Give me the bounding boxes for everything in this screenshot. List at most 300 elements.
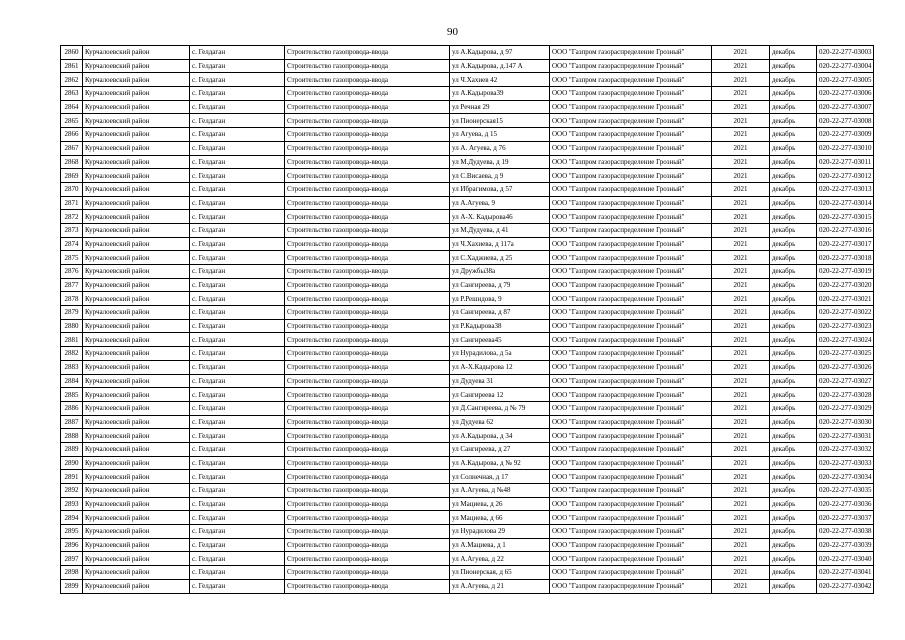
address-cell: ул Дудуева 62 bbox=[450, 415, 550, 429]
row-number-cell: 2895 bbox=[61, 525, 83, 539]
organization-cell: ООО "Газпром газораспределение Грозный" bbox=[550, 46, 712, 60]
month-cell: декабрь bbox=[770, 415, 817, 429]
settlement-cell: с. Гелдаган bbox=[190, 182, 285, 196]
month-cell: декабрь bbox=[770, 182, 817, 196]
table-row bbox=[61, 223, 874, 237]
work-type-cell: Строительство газопровода-ввода bbox=[285, 100, 450, 114]
work-type-cell: Строительство газопровода-ввода bbox=[285, 169, 450, 183]
month-cell: декабрь bbox=[770, 497, 817, 511]
year-cell: 2021 bbox=[712, 525, 770, 539]
year-cell: 2021 bbox=[712, 442, 770, 456]
code-cell: 020-22-277-03035 bbox=[817, 484, 874, 498]
row-number-cell: 2864 bbox=[61, 100, 83, 114]
settlement-cell: с. Гелдаган bbox=[190, 511, 285, 525]
settlement-cell: с. Гелдаган bbox=[190, 401, 285, 415]
organization-cell: ООО "Газпром газораспределение Грозный" bbox=[550, 333, 712, 347]
address-cell: ул А.Кадырова39 bbox=[450, 87, 550, 101]
row-number-cell: 2885 bbox=[61, 388, 83, 402]
code-cell: 020-22-277-03014 bbox=[817, 196, 874, 210]
row-number-cell: 2898 bbox=[61, 566, 83, 580]
work-type-cell: Строительство газопровода-ввода bbox=[285, 429, 450, 443]
organization-cell: ООО "Газпром газораспределение Грозный" bbox=[550, 442, 712, 456]
table-row bbox=[61, 196, 874, 210]
table-row bbox=[61, 306, 874, 320]
district-cell: Курчалоевский район bbox=[83, 210, 190, 224]
work-type-cell: Строительство газопровода-ввода bbox=[285, 538, 450, 552]
year-cell: 2021 bbox=[712, 333, 770, 347]
district-cell: Курчалоевский район bbox=[83, 456, 190, 470]
month-cell: декабрь bbox=[770, 278, 817, 292]
settlement-cell: с. Гелдаган bbox=[190, 579, 285, 593]
code-cell: 020-22-277-03017 bbox=[817, 237, 874, 251]
month-cell: декабрь bbox=[770, 333, 817, 347]
table-row bbox=[61, 360, 874, 374]
table-row bbox=[61, 169, 874, 183]
year-cell: 2021 bbox=[712, 511, 770, 525]
district-cell: Курчалоевский район bbox=[83, 59, 190, 73]
district-cell: Курчалоевский район bbox=[83, 374, 190, 388]
settlement-cell: с. Гелдаган bbox=[190, 87, 285, 101]
month-cell: декабрь bbox=[770, 511, 817, 525]
organization-cell: ООО "Газпром газораспределение Грозный" bbox=[550, 538, 712, 552]
page-number: 90 bbox=[447, 26, 458, 38]
table-row bbox=[61, 484, 874, 498]
organization-cell: ООО "Газпром газораспределение Грозный" bbox=[550, 497, 712, 511]
year-cell: 2021 bbox=[712, 401, 770, 415]
code-cell: 020-22-277-03020 bbox=[817, 278, 874, 292]
code-cell: 020-22-277-03027 bbox=[817, 374, 874, 388]
address-cell: ул Р.Кадырова38 bbox=[450, 319, 550, 333]
row-number-cell: 2865 bbox=[61, 114, 83, 128]
address-cell: ул Речная 29 bbox=[450, 100, 550, 114]
district-cell: Курчалоевский район bbox=[83, 155, 190, 169]
table-row bbox=[61, 87, 874, 101]
code-cell: 020-22-277-03012 bbox=[817, 169, 874, 183]
work-type-cell: Строительство газопровода-ввода bbox=[285, 388, 450, 402]
table-row bbox=[61, 415, 874, 429]
work-type-cell: Строительство газопровода-ввода bbox=[285, 155, 450, 169]
address-cell: ул А. Агуева, д 76 bbox=[450, 141, 550, 155]
settlement-cell: с. Гелдаган bbox=[190, 196, 285, 210]
month-cell: декабрь bbox=[770, 538, 817, 552]
work-type-cell: Строительство газопровода-ввода bbox=[285, 484, 450, 498]
month-cell: декабрь bbox=[770, 292, 817, 306]
settlement-cell: с. Гелдаган bbox=[190, 141, 285, 155]
code-cell: 020-22-277-03003 bbox=[817, 46, 874, 60]
address-cell: ул А.Кадырова, д 34 bbox=[450, 429, 550, 443]
work-type-cell: Строительство газопровода-ввода bbox=[285, 182, 450, 196]
settlement-cell: с. Гелдаган bbox=[190, 429, 285, 443]
year-cell: 2021 bbox=[712, 497, 770, 511]
code-cell: 020-22-277-03031 bbox=[817, 429, 874, 443]
district-cell: Курчалоевский район bbox=[83, 196, 190, 210]
month-cell: декабрь bbox=[770, 128, 817, 142]
month-cell: декабрь bbox=[770, 347, 817, 361]
work-type-cell: Строительство газопровода-ввода bbox=[285, 292, 450, 306]
organization-cell: ООО "Газпром газораспределение Грозный" bbox=[550, 525, 712, 539]
work-type-cell: Строительство газопровода-ввода bbox=[285, 210, 450, 224]
month-cell: декабрь bbox=[770, 484, 817, 498]
month-cell: декабрь bbox=[770, 73, 817, 87]
settlement-cell: с. Гелдаган bbox=[190, 525, 285, 539]
work-type-cell: Строительство газопровода-ввода bbox=[285, 223, 450, 237]
district-cell: Курчалоевский район bbox=[83, 566, 190, 580]
code-cell: 020-22-277-03015 bbox=[817, 210, 874, 224]
district-cell: Курчалоевский район bbox=[83, 511, 190, 525]
organization-cell: ООО "Газпром газораспределение Грозный" bbox=[550, 347, 712, 361]
organization-cell: ООО "Газпром газораспределение Грозный" bbox=[550, 182, 712, 196]
work-type-cell: Строительство газопровода-ввода bbox=[285, 73, 450, 87]
month-cell: декабрь bbox=[770, 429, 817, 443]
settlement-cell: с. Гелдаган bbox=[190, 114, 285, 128]
code-cell: 020-22-277-03042 bbox=[817, 579, 874, 593]
year-cell: 2021 bbox=[712, 306, 770, 320]
row-number-cell: 2860 bbox=[61, 46, 83, 60]
settlement-cell: с. Гелдаган bbox=[190, 566, 285, 580]
table-row bbox=[61, 265, 874, 279]
table-row bbox=[61, 155, 874, 169]
code-cell: 020-22-277-03018 bbox=[817, 251, 874, 265]
year-cell: 2021 bbox=[712, 182, 770, 196]
year-cell: 2021 bbox=[712, 319, 770, 333]
organization-cell: ООО "Газпром газораспределение Грозный" bbox=[550, 374, 712, 388]
table-row bbox=[61, 278, 874, 292]
organization-cell: ООО "Газпром газораспределение Грозный" bbox=[550, 456, 712, 470]
address-cell: ул Пионерская15 bbox=[450, 114, 550, 128]
address-cell: ул А.Агуева, 9 bbox=[450, 196, 550, 210]
month-cell: декабрь bbox=[770, 251, 817, 265]
settlement-cell: с. Гелдаган bbox=[190, 415, 285, 429]
code-cell: 020-22-277-03039 bbox=[817, 538, 874, 552]
year-cell: 2021 bbox=[712, 141, 770, 155]
work-type-cell: Строительство газопровода-ввода bbox=[285, 265, 450, 279]
year-cell: 2021 bbox=[712, 374, 770, 388]
month-cell: декабрь bbox=[770, 223, 817, 237]
month-cell: декабрь bbox=[770, 401, 817, 415]
address-cell: ул А-Х. Кадырова46 bbox=[450, 210, 550, 224]
district-cell: Курчалоевский район bbox=[83, 100, 190, 114]
settlement-cell: с. Гелдаган bbox=[190, 388, 285, 402]
table-row bbox=[61, 511, 874, 525]
district-cell: Курчалоевский район bbox=[83, 360, 190, 374]
code-cell: 020-22-277-03021 bbox=[817, 292, 874, 306]
address-cell: ул Сангиреева, д 79 bbox=[450, 278, 550, 292]
district-cell: Курчалоевский район bbox=[83, 73, 190, 87]
address-cell: ул Солнечная, д 17 bbox=[450, 470, 550, 484]
settlement-cell: с. Гелдаган bbox=[190, 155, 285, 169]
work-type-cell: Строительство газопровода-ввода bbox=[285, 128, 450, 142]
settlement-cell: с. Гелдаган bbox=[190, 306, 285, 320]
code-cell: 020-22-277-03030 bbox=[817, 415, 874, 429]
row-number-cell: 2874 bbox=[61, 237, 83, 251]
table-row bbox=[61, 59, 874, 73]
address-cell: ул Мациева, д 26 bbox=[450, 497, 550, 511]
work-type-cell: Строительство газопровода-ввода bbox=[285, 579, 450, 593]
district-cell: Курчалоевский район bbox=[83, 128, 190, 142]
district-cell: Курчалоевский район bbox=[83, 579, 190, 593]
row-number-cell: 2893 bbox=[61, 497, 83, 511]
code-cell: 020-22-277-03032 bbox=[817, 442, 874, 456]
code-cell: 020-22-277-03038 bbox=[817, 525, 874, 539]
row-number-cell: 2899 bbox=[61, 579, 83, 593]
table-row bbox=[61, 319, 874, 333]
row-number-cell: 2894 bbox=[61, 511, 83, 525]
month-cell: декабрь bbox=[770, 374, 817, 388]
code-cell: 020-22-277-03016 bbox=[817, 223, 874, 237]
table-row bbox=[61, 374, 874, 388]
year-cell: 2021 bbox=[712, 470, 770, 484]
code-cell: 020-22-277-03037 bbox=[817, 511, 874, 525]
district-cell: Курчалоевский район bbox=[83, 169, 190, 183]
settlement-cell: с. Гелдаган bbox=[190, 46, 285, 60]
row-number-cell: 2878 bbox=[61, 292, 83, 306]
organization-cell: ООО "Газпром газораспределение Грозный" bbox=[550, 73, 712, 87]
row-number-cell: 2871 bbox=[61, 196, 83, 210]
district-cell: Курчалоевский район bbox=[83, 429, 190, 443]
year-cell: 2021 bbox=[712, 360, 770, 374]
address-cell: ул Нурадилова 29 bbox=[450, 525, 550, 539]
code-cell: 020-22-277-03029 bbox=[817, 401, 874, 415]
table-row bbox=[61, 100, 874, 114]
row-number-cell: 2870 bbox=[61, 182, 83, 196]
district-cell: Курчалоевский район bbox=[83, 46, 190, 60]
work-type-cell: Строительство газопровода-ввода bbox=[285, 470, 450, 484]
organization-cell: ООО "Газпром газораспределение Грозный" bbox=[550, 87, 712, 101]
table-row bbox=[61, 525, 874, 539]
month-cell: декабрь bbox=[770, 456, 817, 470]
district-cell: Курчалоевский район bbox=[83, 552, 190, 566]
month-cell: декабрь bbox=[770, 237, 817, 251]
year-cell: 2021 bbox=[712, 155, 770, 169]
year-cell: 2021 bbox=[712, 100, 770, 114]
code-cell: 020-22-277-03013 bbox=[817, 182, 874, 196]
table-row bbox=[61, 401, 874, 415]
district-cell: Курчалоевский район bbox=[83, 525, 190, 539]
year-cell: 2021 bbox=[712, 73, 770, 87]
row-number-cell: 2897 bbox=[61, 552, 83, 566]
settlement-cell: с. Гелдаган bbox=[190, 484, 285, 498]
month-cell: декабрь bbox=[770, 525, 817, 539]
work-type-cell: Строительство газопровода-ввода bbox=[285, 442, 450, 456]
table-row bbox=[61, 442, 874, 456]
row-number-cell: 2891 bbox=[61, 470, 83, 484]
work-type-cell: Строительство газопровода-ввода bbox=[285, 237, 450, 251]
month-cell: декабрь bbox=[770, 100, 817, 114]
address-cell: ул Мациева, д 66 bbox=[450, 511, 550, 525]
code-cell: 020-22-277-03023 bbox=[817, 319, 874, 333]
table-row bbox=[61, 46, 874, 60]
year-cell: 2021 bbox=[712, 223, 770, 237]
year-cell: 2021 bbox=[712, 552, 770, 566]
organization-cell: ООО "Газпром газораспределение Грозный" bbox=[550, 59, 712, 73]
year-cell: 2021 bbox=[712, 484, 770, 498]
organization-cell: ООО "Газпром газораспределение Грозный" bbox=[550, 388, 712, 402]
organization-cell: ООО "Газпром газораспределение Грозный" bbox=[550, 292, 712, 306]
row-number-cell: 2873 bbox=[61, 223, 83, 237]
district-cell: Курчалоевский район bbox=[83, 401, 190, 415]
district-cell: Курчалоевский район bbox=[83, 347, 190, 361]
row-number-cell: 2868 bbox=[61, 155, 83, 169]
address-cell: ул А.Агуева, д 21 bbox=[450, 579, 550, 593]
settlement-cell: с. Гелдаган bbox=[190, 265, 285, 279]
settlement-cell: с. Гелдаган bbox=[190, 59, 285, 73]
work-type-cell: Строительство газопровода-ввода bbox=[285, 552, 450, 566]
year-cell: 2021 bbox=[712, 210, 770, 224]
table-row bbox=[61, 552, 874, 566]
row-number-cell: 2884 bbox=[61, 374, 83, 388]
work-type-cell: Строительство газопровода-ввода bbox=[285, 196, 450, 210]
table-row bbox=[61, 579, 874, 593]
year-cell: 2021 bbox=[712, 46, 770, 60]
address-cell: ул Сангиреева, д 27 bbox=[450, 442, 550, 456]
row-number-cell: 2888 bbox=[61, 429, 83, 443]
year-cell: 2021 bbox=[712, 292, 770, 306]
address-cell: ул Сангиреева45 bbox=[450, 333, 550, 347]
organization-cell: ООО "Газпром газораспределение Грозный" bbox=[550, 128, 712, 142]
address-cell: ул А.Мациева, д 1 bbox=[450, 538, 550, 552]
organization-cell: ООО "Газпром газораспределение Грозный" bbox=[550, 401, 712, 415]
table-row bbox=[61, 566, 874, 580]
row-number-cell: 2877 bbox=[61, 278, 83, 292]
code-cell: 020-22-277-03004 bbox=[817, 59, 874, 73]
organization-cell: ООО "Газпром газораспределение Грозный" bbox=[550, 470, 712, 484]
code-cell: 020-22-277-03010 bbox=[817, 141, 874, 155]
settlement-cell: с. Гелдаган bbox=[190, 442, 285, 456]
work-type-cell: Строительство газопровода-ввода bbox=[285, 456, 450, 470]
row-number-cell: 2863 bbox=[61, 87, 83, 101]
row-number-cell: 2892 bbox=[61, 484, 83, 498]
organization-cell: ООО "Газпром газораспределение Грозный" bbox=[550, 278, 712, 292]
row-number-cell: 2879 bbox=[61, 306, 83, 320]
year-cell: 2021 bbox=[712, 265, 770, 279]
district-cell: Курчалоевский район bbox=[83, 292, 190, 306]
address-cell: ул М.Дудуева, д 19 bbox=[450, 155, 550, 169]
month-cell: декабрь bbox=[770, 306, 817, 320]
district-cell: Курчалоевский район bbox=[83, 306, 190, 320]
settlement-cell: с. Гелдаган bbox=[190, 210, 285, 224]
address-cell: ул Сангиреева, д 87 bbox=[450, 306, 550, 320]
organization-cell: ООО "Газпром газораспределение Грозный" bbox=[550, 429, 712, 443]
year-cell: 2021 bbox=[712, 87, 770, 101]
row-number-cell: 2886 bbox=[61, 401, 83, 415]
organization-cell: ООО "Газпром газораспределение Грозный" bbox=[550, 579, 712, 593]
settlement-cell: с. Гелдаган bbox=[190, 278, 285, 292]
work-type-cell: Строительство газопровода-ввода bbox=[285, 374, 450, 388]
settlement-cell: с. Гелдаган bbox=[190, 360, 285, 374]
year-cell: 2021 bbox=[712, 128, 770, 142]
row-number-cell: 2861 bbox=[61, 59, 83, 73]
settlement-cell: с. Гелдаган bbox=[190, 237, 285, 251]
table-row bbox=[61, 388, 874, 402]
address-cell: ул С.Хаджиева, д 25 bbox=[450, 251, 550, 265]
code-cell: 020-22-277-03034 bbox=[817, 470, 874, 484]
row-number-cell: 2867 bbox=[61, 141, 83, 155]
address-cell: ул А.Кадырова, д № 92 bbox=[450, 456, 550, 470]
year-cell: 2021 bbox=[712, 59, 770, 73]
address-cell: ул Ибрагимова, д 57 bbox=[450, 182, 550, 196]
settlement-cell: с. Гелдаган bbox=[190, 223, 285, 237]
district-cell: Курчалоевский район bbox=[83, 388, 190, 402]
table-row bbox=[61, 251, 874, 265]
organization-cell: ООО "Газпром газораспределение Грозный" bbox=[550, 552, 712, 566]
address-cell: ул Дудуева 31 bbox=[450, 374, 550, 388]
organization-cell: ООО "Газпром газораспределение Грозный" bbox=[550, 360, 712, 374]
work-type-cell: Строительство газопровода-ввода bbox=[285, 415, 450, 429]
district-cell: Курчалоевский район bbox=[83, 333, 190, 347]
district-cell: Курчалоевский район bbox=[83, 223, 190, 237]
settlement-cell: с. Гелдаган bbox=[190, 319, 285, 333]
year-cell: 2021 bbox=[712, 114, 770, 128]
month-cell: декабрь bbox=[770, 155, 817, 169]
table-row bbox=[61, 333, 874, 347]
table-row bbox=[61, 141, 874, 155]
table-row bbox=[61, 210, 874, 224]
settlement-cell: с. Гелдаган bbox=[190, 456, 285, 470]
work-type-cell: Строительство газопровода-ввода bbox=[285, 87, 450, 101]
table-body bbox=[61, 46, 874, 594]
month-cell: декабрь bbox=[770, 46, 817, 60]
organization-cell: ООО "Газпром газораспределение Грозный" bbox=[550, 237, 712, 251]
month-cell: декабрь bbox=[770, 59, 817, 73]
work-type-cell: Строительство газопровода-ввода bbox=[285, 497, 450, 511]
district-cell: Курчалоевский район bbox=[83, 415, 190, 429]
address-cell: ул А.Кадырова, д 97 bbox=[450, 46, 550, 60]
table-row bbox=[61, 114, 874, 128]
settlement-cell: с. Гелдаган bbox=[190, 333, 285, 347]
table-row bbox=[61, 347, 874, 361]
district-cell: Курчалоевский район bbox=[83, 182, 190, 196]
code-cell: 020-22-277-03024 bbox=[817, 333, 874, 347]
month-cell: декабрь bbox=[770, 210, 817, 224]
code-cell: 020-22-277-03036 bbox=[817, 497, 874, 511]
row-number-cell: 2880 bbox=[61, 319, 83, 333]
row-number-cell: 2890 bbox=[61, 456, 83, 470]
table-row bbox=[61, 429, 874, 443]
district-cell: Курчалоевский район bbox=[83, 319, 190, 333]
address-cell: ул А.Агуева, д 22 bbox=[450, 552, 550, 566]
settlement-cell: с. Гелдаган bbox=[190, 552, 285, 566]
row-number-cell: 2882 bbox=[61, 347, 83, 361]
year-cell: 2021 bbox=[712, 196, 770, 210]
row-number-cell: 2876 bbox=[61, 265, 83, 279]
registry-table bbox=[60, 45, 874, 594]
work-type-cell: Строительство газопровода-ввода bbox=[285, 46, 450, 60]
district-cell: Курчалоевский район bbox=[83, 278, 190, 292]
month-cell: декабрь bbox=[770, 319, 817, 333]
row-number-cell: 2896 bbox=[61, 538, 83, 552]
organization-cell: ООО "Газпром газораспределение Грозный" bbox=[550, 484, 712, 498]
organization-cell: ООО "Газпром газораспределение Грозный" bbox=[550, 210, 712, 224]
year-cell: 2021 bbox=[712, 251, 770, 265]
code-cell: 020-22-277-03011 bbox=[817, 155, 874, 169]
work-type-cell: Строительство газопровода-ввода bbox=[285, 347, 450, 361]
settlement-cell: с. Гелдаган bbox=[190, 538, 285, 552]
organization-cell: ООО "Газпром газораспределение Грозный" bbox=[550, 415, 712, 429]
organization-cell: ООО "Газпром газораспределение Грозный" bbox=[550, 566, 712, 580]
month-cell: декабрь bbox=[770, 265, 817, 279]
month-cell: декабрь bbox=[770, 388, 817, 402]
table-row bbox=[61, 470, 874, 484]
organization-cell: ООО "Газпром газораспределение Грозный" bbox=[550, 511, 712, 525]
organization-cell: ООО "Газпром газораспределение Грозный" bbox=[550, 223, 712, 237]
settlement-cell: с. Гелдаган bbox=[190, 169, 285, 183]
settlement-cell: с. Гелдаган bbox=[190, 128, 285, 142]
address-cell: ул А-Х.Кадырова 12 bbox=[450, 360, 550, 374]
year-cell: 2021 bbox=[712, 538, 770, 552]
district-cell: Курчалоевский район bbox=[83, 538, 190, 552]
code-cell: 020-22-277-03007 bbox=[817, 100, 874, 114]
work-type-cell: Строительство газопровода-ввода bbox=[285, 251, 450, 265]
